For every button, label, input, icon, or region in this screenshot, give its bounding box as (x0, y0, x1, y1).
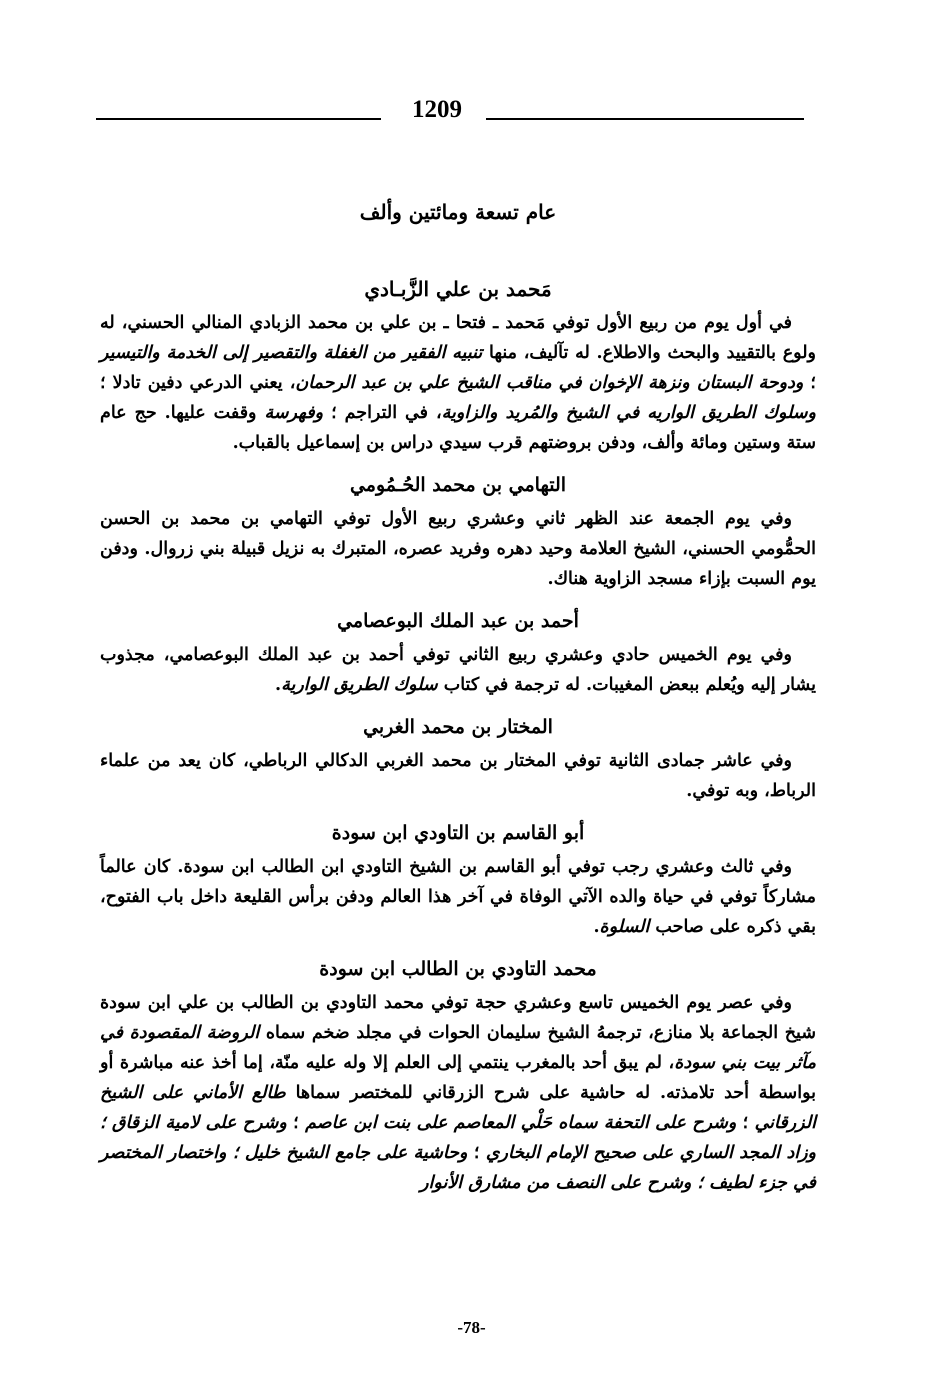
text-run: وفي عصر يوم الخميس تاسع وعشري حجة توفي محمد التاودي بن الطالب بن علي ابن سودة شيخ الجماعة بلا منازع، ترجمهُ الشيخ سليمان الحوات في مجلد ضخم سماه (100, 993, 816, 1043)
book-title: وحاشية على جامع الشيخ خليل ؛ واختصار المختصر في جزء لطيف ؛ وشرح على النصف من مشارق الأنوار (100, 1143, 816, 1193)
entry-heading: أبو القاسم بن التاودي ابن سودة (331, 822, 585, 844)
year-page-number: 1209 (412, 96, 462, 123)
book-title: سلوك الطريق الوارية (281, 675, 438, 695)
main-content (100, 200, 816, 1210)
header-rule-right (486, 118, 804, 120)
text-run: ؛ (286, 1113, 306, 1133)
entry-paragraph (100, 852, 816, 942)
entry-paragraph (100, 988, 816, 1198)
entry-heading: أحمد بن عبد الملك البوعصامي (337, 610, 579, 632)
text-run: ، يعني الدرعي دفين تادلا ؛ (100, 373, 296, 393)
entry-heading: المختار بن محمد الغربي (363, 716, 553, 738)
book-title: السلوة (599, 917, 650, 937)
book-title: وشرح على التحفة سماه حَلْي المعاصم على بنت ابن عاصم (305, 1113, 737, 1133)
book-title: وسلوك الطريق الواريه في الشيخ والمُريد والزاوية (441, 403, 817, 423)
entry-heading: محمد التاودي بن الطالب ابن سودة (319, 958, 597, 980)
book-title: ودوحة البستان ونزهة الإخوان في مناقب الشيخ علي بن عبد الرحمان (295, 373, 804, 393)
book-title: وشرح على لامية الزقاق ؛ وزاد المجد الساري على صحيح الإمام البخاري (100, 1113, 817, 1163)
book-title: الروضة المقصودة في مآثر بيت بني سودة (100, 1023, 816, 1073)
page-header (96, 92, 804, 132)
text-run: ، في التراجم ؛ (323, 403, 442, 423)
entry-paragraph (100, 308, 816, 458)
entry-heading: التهامي بن محمد الحُـمُومي (349, 474, 567, 496)
entry-paragraph (100, 504, 816, 594)
entry-paragraph (100, 640, 816, 700)
book-title: طالع الأماني على الشيخ الزرقاني (100, 1083, 817, 1133)
text-run: ؛ (736, 1113, 755, 1133)
text-run: وفي عاشر جمادى الثانية توفي المختار بن محمد الغربي الدكالي الرباطي، كان يعد من علماء الرباط، وبه توفي. (100, 751, 816, 801)
text-run: في أول يوم من ربيع الأول توفي مَحمد ـ فتحا ـ بن علي بن محمد الزبادي المنالي الحسني، له ولوع بالتقييد والبحث والاطلاع. له تآليف، منها (100, 313, 817, 363)
entry-paragraph (100, 746, 816, 806)
entry-heading: مَحمد بن علي الزَّبـادي (364, 277, 552, 301)
text-run: وقفت عليها. حج عام ستة وستين ومائة وألف، ودفن بروضتهم قرب سيدي دراس بن إسماعيل بالقباب. (100, 403, 816, 453)
header-rule-left (96, 118, 381, 120)
text-run: وفي ثالث وعشري رجب توفي أبو القاسم بن الشيخ التاودي ابن الطالب ابن سودة. كان عالماً مشاركاً توفي في حياة والده الآتي الوفاة في آخر هذا العالم ودفن برأس القليعة داخل باب الفتوح، بقي ذكره على صاحب (100, 857, 816, 937)
text-run: وفي يوم الخميس حادي وعشري ربيع الثاني توفي أحمد بن عبد الملك البوعصامي، مجذوب يشار إليه ويُعلم ببعض المغيبات. له ترجمة في كتاب (100, 645, 816, 695)
book-title: وفهرسة (264, 403, 324, 423)
page-footer-number: -78- (457, 1318, 486, 1337)
text-run: . (593, 917, 600, 937)
text-run: ؛ (803, 373, 816, 393)
text-run: ، لم يبق أحد بالمغرب ينتمي إلى العلم إلا وله عليه منّة، إما أخذ عنه مباشرة أو بواسطة أحد تلامذته. له حاشية على شرح الزرقاني للمختصر سماها (100, 1053, 816, 1103)
text-run: . (274, 675, 282, 695)
book-title: تنبيه الفقير من الغفلة والتقصير إلى الخدمة والتيسير (100, 343, 483, 363)
text-run: وفي يوم الجمعة عند الظهر ثاني وعشري ربيع الأول توفي التهامي بن محمد بن الحسن الحمُّومي الحسني، الشيخ العلامة وحيد دهره وفريد عصره، المتبرك به نزيل قبيلة بني زروال. ودفن يوم السبت بإزاء مسجد الزاوية هناك. (100, 509, 816, 589)
year-title: عام تسعة ومائتين وألف (359, 200, 557, 224)
text-run: ؛ (467, 1143, 486, 1163)
